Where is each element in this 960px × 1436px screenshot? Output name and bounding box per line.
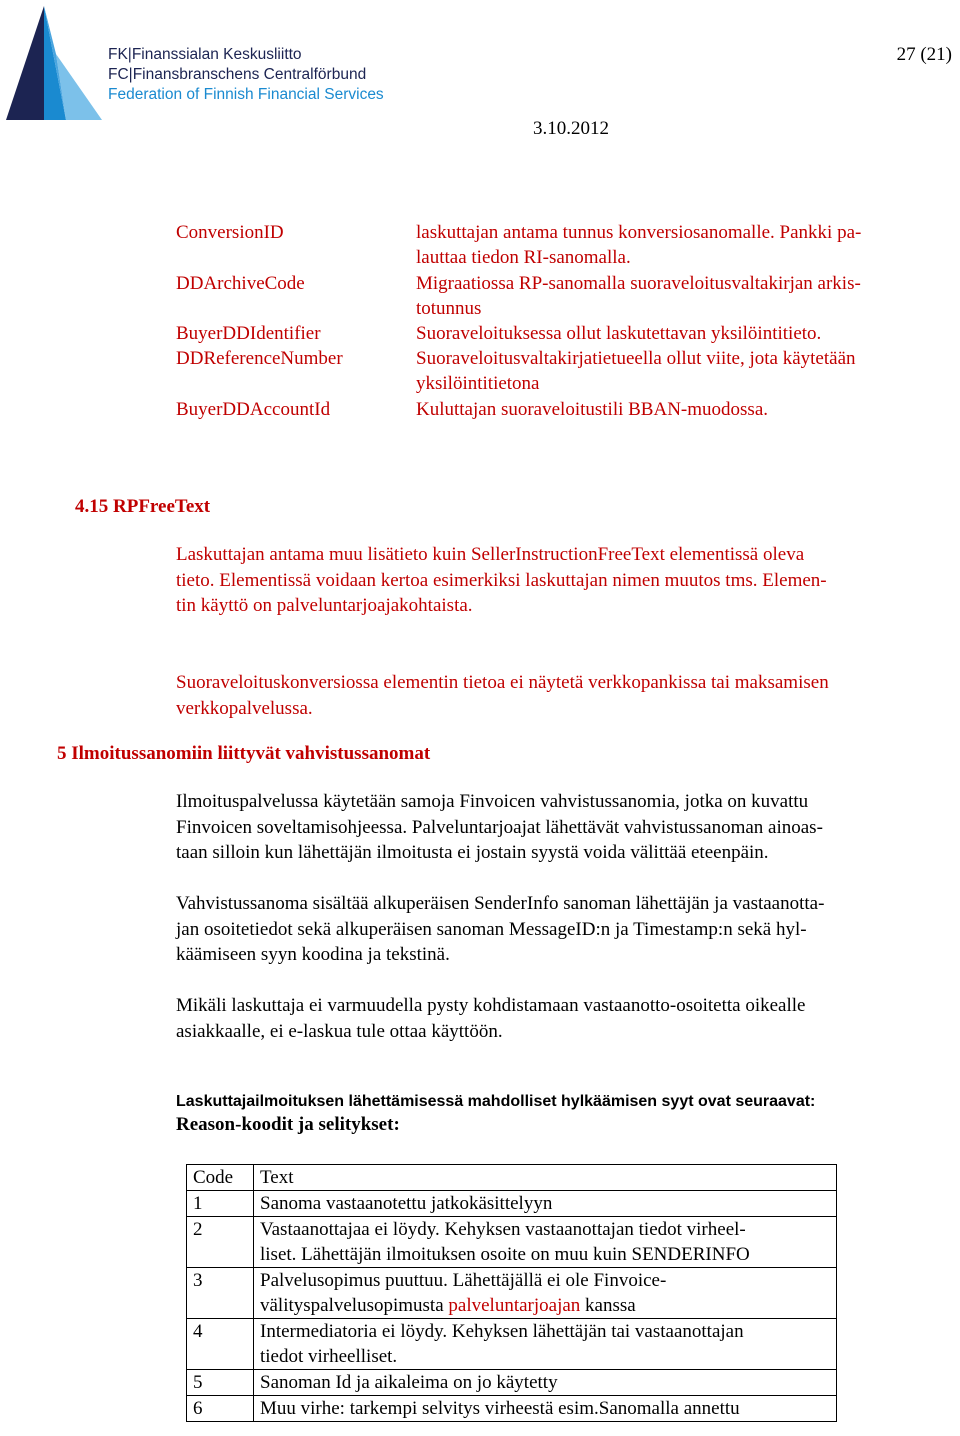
- paragraph-line: verkkopalvelussa.: [176, 697, 313, 719]
- code-cell: 6: [187, 1396, 254, 1422]
- section-heading-4-15: 4.15 RPFreeText: [75, 496, 211, 517]
- text-cell-line: Sanoma vastaanotettu jatkokäsittelyyn: [260, 1193, 553, 1214]
- paragraph-rpfreetext: [176, 542, 936, 619]
- paragraph-line: Laskuttajan antama muu lisätieto kuin SellerInstructionFreeText elementissä oleva: [176, 544, 805, 565]
- code-cell: 2: [187, 1217, 254, 1268]
- field-name-ddreferencenumber: DDReferenceNumber: [176, 348, 343, 369]
- code-cell: 5: [187, 1370, 254, 1396]
- field-desc-line: Migraatiossa RP-sanomalla suoraveloitusvaltakirjan arkis-: [416, 273, 861, 294]
- code-cell: 3: [187, 1268, 254, 1319]
- field-name-conversionid: ConversionID: [176, 222, 284, 243]
- code-cell: 4: [187, 1319, 254, 1370]
- text-cell: [254, 1396, 837, 1422]
- paragraph-line: Suoraveloituskonversiossa elementin tietoa ei näytetä verkkopankissa tai maksamisen: [176, 672, 829, 693]
- field-name-ddarchivecode: DDArchiveCode: [176, 273, 305, 294]
- table-row: [187, 1396, 837, 1422]
- table-row: [187, 1319, 837, 1370]
- field-desc-line: laskuttajan antama tunnus konversiosanomalle. Pankki pa-: [416, 222, 862, 243]
- org-name-fi: FK|Finanssialan Keskusliitto: [108, 46, 302, 63]
- column-header-text: Text: [254, 1165, 837, 1191]
- text-cell: [254, 1319, 837, 1370]
- text-cell-line: Vastaanottajaa ei löydy. Kehyksen vastaanottajan tiedot virheel-: [260, 1219, 746, 1240]
- paragraph-line: Vahvistussanoma sisältää alkuperäisen SenderInfo sanoman lähettäjän ja vastaanotta-: [176, 893, 825, 914]
- paragraph-confirmation-usage: [176, 789, 936, 866]
- document-date: 3.10.2012: [533, 118, 609, 139]
- section-heading-5: 5 Ilmoitussanomiin liittyvät vahvistussanomat: [57, 743, 431, 764]
- text-fragment: kanssa: [580, 1295, 636, 1316]
- logo-icon: [4, 4, 104, 122]
- table-header-row: [187, 1165, 837, 1191]
- field-desc-line: totunnus: [416, 298, 482, 319]
- paragraph-line: asiakkaalle, ei e-laskua tule ottaa käyttöön.: [176, 1020, 503, 1042]
- table-row: [187, 1370, 837, 1396]
- text-cell-line: Palvelusopimus puuttuu. Lähettäjällä ei ole Finvoice-: [260, 1270, 667, 1291]
- text-cell: [254, 1191, 837, 1217]
- field-desc-line: Suoraveloitusvaltakirjatietueella ollut viite, jota käytetään: [416, 348, 856, 369]
- org-name-sv: FC|Finansbranschens Centralförbund: [108, 66, 367, 83]
- field-desc-line: lauttaa tiedon RI-sanomalla.: [416, 247, 631, 268]
- paragraph-line: taan silloin kun lähettäjän ilmoitusta ei jostain syystä voida välittää eteenpäin.: [176, 842, 769, 863]
- table-row: [187, 1268, 837, 1319]
- field-desc-ddarchivecode: [416, 271, 936, 321]
- field-name-buyerddidentifier: BuyerDDIdentifier: [176, 323, 321, 344]
- field-desc-line: yksilöintitietona: [416, 373, 540, 394]
- paragraph-line: jan osoitetiedot sekä alkuperäisen sanoman MessageID:n ja Timestamp:n sekä hyl-: [176, 918, 807, 940]
- text-fragment: välityspalvelusopimusta: [260, 1295, 449, 1316]
- reasons-subtitle: Reason-koodit ja selitykset:: [176, 1114, 400, 1135]
- reasons-title: Laskuttajailmoituksen lähettämisessä mahdolliset hylkäämisen syyt ovat seuraavat:: [176, 1093, 816, 1110]
- paragraph-line: Mikäli laskuttaja ei varmuudella pysty kohdistamaan vastaanotto-osoitetta oikealle: [176, 995, 806, 1016]
- paragraph-confirmation-content: [176, 891, 936, 968]
- paragraph-line: Finvoicen soveltamisohjeessa. Palveluntarjoajat lähettävät vahvistussanoman ainoas-: [176, 816, 823, 838]
- code-cell: 1: [187, 1191, 254, 1217]
- org-name-en: Federation of Finnish Financial Services: [108, 86, 384, 103]
- paragraph-line: käämiseen syyn koodina ja tekstinä.: [176, 944, 450, 965]
- text-cell-line: Sanoman Id ja aikaleima on jo käytetty: [260, 1372, 558, 1393]
- paragraph-line: tin käyttö on palveluntarjoajakohtaista.: [176, 595, 473, 616]
- table-row: [187, 1191, 837, 1217]
- paragraph-einvoice-rule: [176, 993, 936, 1044]
- field-desc-ddreferencenumber: [416, 346, 936, 396]
- text-cell-line: liset. Lähettäjän ilmoituksen osoite on muu kuin SENDERINFO: [260, 1244, 750, 1265]
- text-cell: [254, 1217, 837, 1268]
- column-header-code: Code: [187, 1165, 254, 1191]
- reason-codes-table: [186, 1164, 837, 1422]
- table-row: [187, 1217, 837, 1268]
- page-number: 27 (21): [896, 44, 952, 65]
- paragraph-conversion-note: [176, 670, 936, 721]
- text-cell-line: Muu virhe: tarkempi selvitys virheestä esim.Sanomalla annettu: [260, 1398, 740, 1419]
- text-cell-line: tiedot virheelliset.: [260, 1346, 398, 1367]
- field-desc-conversionid: [416, 220, 936, 270]
- field-name-buyerddaccountid: BuyerDDAccountId: [176, 399, 331, 420]
- paragraph-line: tieto. Elementissä voidaan kertoa esimerkiksi laskuttajan nimen muutos tms. Elemen-: [176, 569, 827, 591]
- text-cell: [254, 1268, 837, 1319]
- text-cell-line: Intermediatoria ei löydy. Kehyksen lähettäjän tai vastaanottajan: [260, 1321, 744, 1342]
- field-desc-line: Kuluttajan suoraveloitustili BBAN-muodossa.: [416, 399, 769, 420]
- text-cell: [254, 1370, 837, 1396]
- field-desc-line: Suoraveloituksessa ollut laskutettavan yksilöintitieto.: [416, 323, 822, 344]
- field-desc-buyerddaccountid: [416, 397, 936, 422]
- field-desc-buyerddidentifier: [416, 321, 936, 346]
- highlighted-text: palveluntarjoajan: [448, 1295, 581, 1316]
- text-cell-line: [260, 1293, 830, 1318]
- paragraph-line: Ilmoituspalvelussa käytetään samoja Finvoicen vahvistussanomia, jotka on kuvattu: [176, 791, 809, 812]
